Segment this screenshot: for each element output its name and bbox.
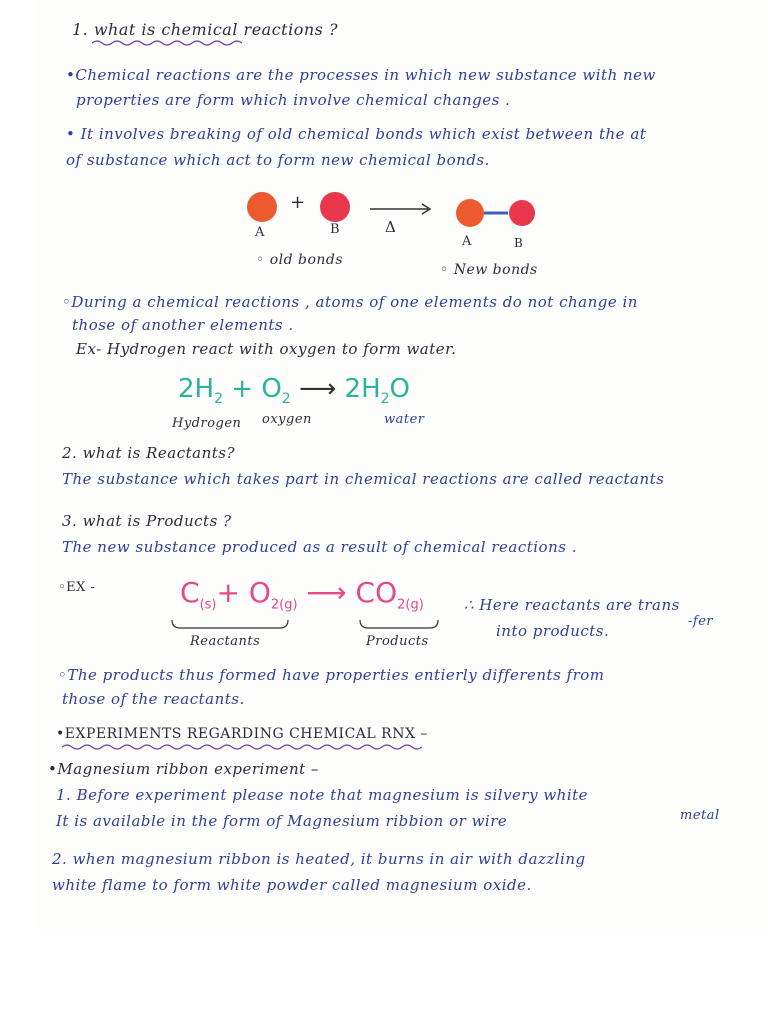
old-bonds-label: ◦ old bonds: [256, 252, 344, 268]
step-line: white flame to form white powder called magnesium oxide.: [52, 876, 532, 894]
atom-b-icon: [509, 200, 535, 226]
answer-3: The new substance produced as a result of chemical reactions .: [62, 538, 577, 556]
label-a: A: [255, 225, 265, 240]
label-products: Products: [366, 634, 429, 649]
answer-2: The substance which takes part in chemical reactions are called reactants: [62, 470, 665, 488]
paragraph-line: those of another elements .: [72, 316, 294, 334]
paragraph-line: • It involves breaking of old chemical bonds which exist between the at: [66, 125, 647, 143]
label-oxygen: oxygen: [262, 412, 312, 427]
paragraph-line: of substance which act to form new chemical bonds.: [66, 151, 490, 169]
question-3-title: 3. what is Products ?: [62, 512, 232, 530]
step-line: 2. when magnesium ribbon is heated, it burns in air with dazzling: [52, 850, 586, 868]
note-line: -fer: [688, 614, 714, 629]
note-line: ∴ Here reactants are trans: [464, 596, 680, 614]
experiments-heading: •EXPERIMENTS REGARDING CHEMICAL RNX –: [56, 726, 428, 742]
step-line: It is available in the form of Magnesium ribbion or wire: [56, 812, 508, 830]
atom-a-icon: [456, 199, 484, 227]
experiment-title: •Magnesium ribbon experiment –: [48, 760, 319, 778]
step-line: metal: [680, 808, 720, 823]
step-line: 1. Before experiment please note that magnesium is silvery white: [56, 786, 589, 804]
label-hydrogen: Hydrogen: [172, 416, 242, 431]
label-b: B: [514, 236, 524, 250]
plus-sign: +: [290, 192, 306, 213]
paragraph-line: properties are form which involve chemical changes .: [76, 91, 511, 109]
paragraph-line: those of the reactants.: [62, 690, 245, 708]
atom-a-icon: [247, 192, 277, 222]
paragraph-line: ◦The products thus formed have properties entierly differents from: [58, 666, 605, 684]
question-1-title: 1. what is chemical reactions ?: [72, 20, 339, 39]
new-bonds-label: ◦ New bonds: [440, 262, 538, 278]
example-label: ◦EX -: [58, 580, 96, 595]
question-2-title: 2. what is Reactants?: [62, 444, 235, 462]
label-reactants: Reactants: [190, 634, 261, 649]
squiggle-underline: [92, 40, 242, 46]
label-water: water: [384, 412, 425, 427]
label-b: B: [330, 222, 341, 237]
atom-b-icon: [320, 192, 350, 222]
paragraph-line: ◦During a chemical reactions , atoms of one elements do not change in: [62, 293, 638, 311]
brace-underlines: [170, 618, 460, 634]
equation-hydrogen-water: $2H_2 + O_2$ ⟶ $2H_2O$: [178, 374, 411, 408]
equation-carbon-dioxide: $C_{(s)}+ O_{2(g)}$ ⟶ $CO_{2(g)}$: [180, 576, 424, 613]
example-line: Ex- Hydrogen react with oxygen to form water.: [76, 340, 457, 358]
label-a: A: [462, 234, 472, 249]
delta-sign: Δ: [385, 218, 397, 236]
squiggle-underline: [62, 744, 422, 750]
paragraph-line: •Chemical reactions are the processes in which new substance with new: [66, 66, 656, 84]
note-line: into products.: [496, 622, 610, 640]
